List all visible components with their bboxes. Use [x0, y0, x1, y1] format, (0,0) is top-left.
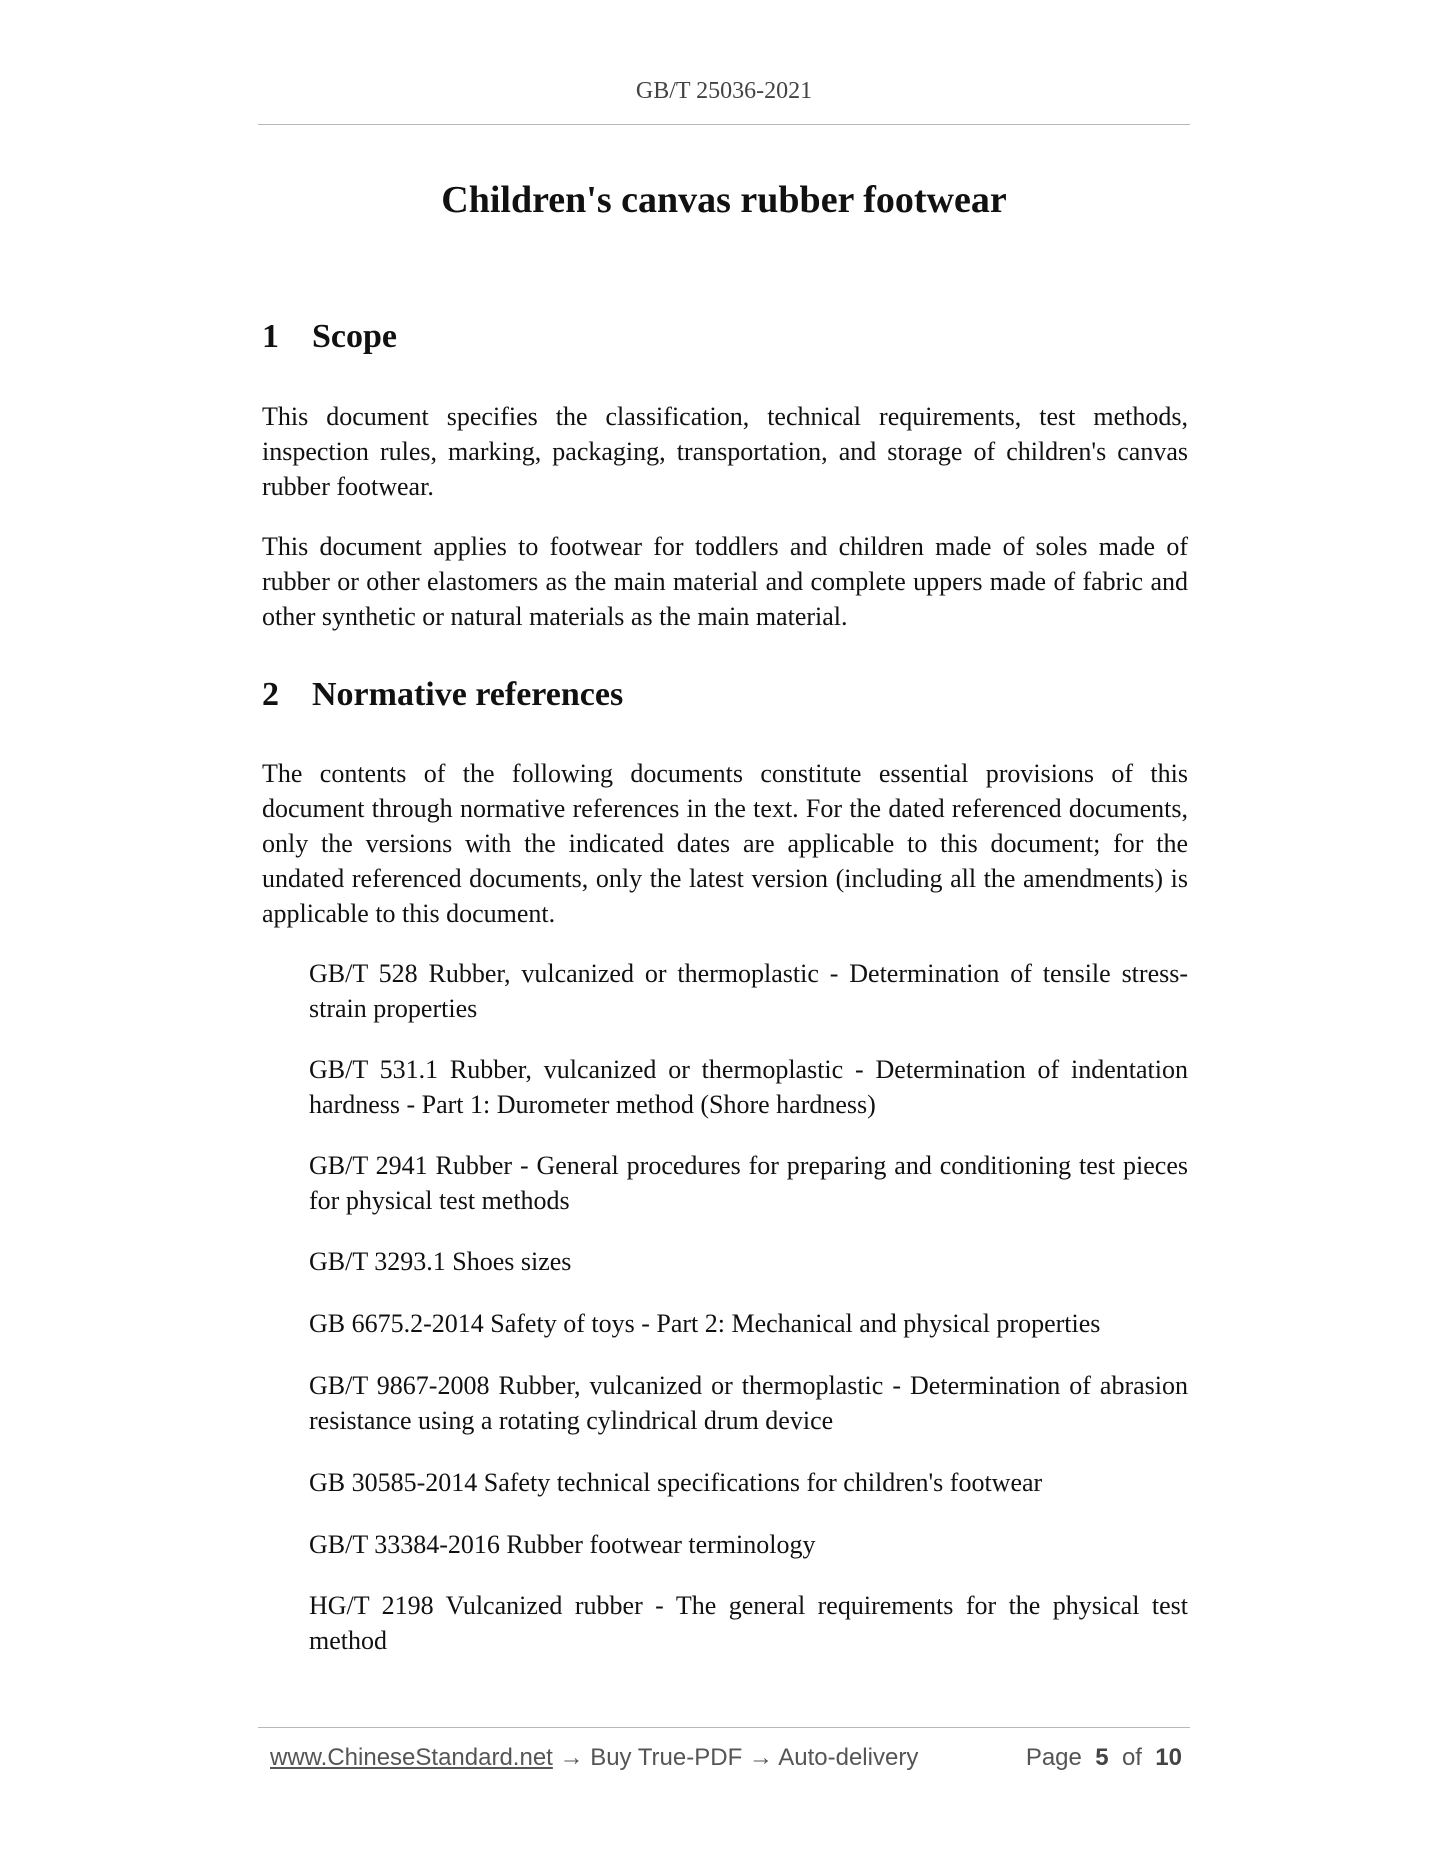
page-indicator	[1026, 1744, 1182, 1772]
reference-item: GB/T 531.1 Rubber, vulcanized or thermoplastic - Determination of indentation hardness - Part 1: Durometer method (Shore hardness)	[309, 1055, 1188, 1119]
page-footer	[270, 1744, 1182, 1772]
page-label: Page	[1025, 1744, 1082, 1771]
section-title: Scope	[312, 318, 397, 355]
reference-item: GB/T 33384-2016 Rubber footwear terminology	[309, 1530, 816, 1559]
page-total: 10	[1155, 1744, 1182, 1771]
scope-paragraph-2: This document applies to footwear for toddlers and children made of soles made of rubber or other elastomers as the main material and complete uppers made of fabric and other synthetic or natural materials as the main material.	[262, 532, 1188, 631]
section-number: 1	[262, 318, 279, 355]
reference-item: GB/T 3293.1 Shoes sizes	[309, 1247, 572, 1276]
reference-item: GB/T 528 Rubber, vulcanized or thermoplastic - Determination of tensile stress-strain properties	[309, 959, 1188, 1023]
auto-delivery-text: Auto-delivery	[778, 1744, 919, 1771]
section-1-heading	[262, 318, 397, 356]
section-title: Normative references	[312, 676, 624, 713]
scope-paragraph-1: This document specifies the classification, technical requirements, test methods, inspection rules, marking, packaging, transportation, and storage of children's canvas rubber footwear.	[262, 402, 1188, 501]
reference-item: GB/T 2941 Rubber - General procedures for preparing and conditioning test pieces for physical test methods	[309, 1151, 1188, 1215]
site-link[interactable]: www.ChineseStandard.net	[270, 1744, 553, 1771]
arrow-right-icon: →	[559, 1744, 584, 1771]
buy-true-pdf-text: Buy True-PDF	[590, 1744, 743, 1771]
footer-divider	[258, 1727, 1190, 1728]
section-number: 2	[262, 676, 279, 713]
document-title: Children's canvas rubber footwear	[441, 179, 1007, 221]
normative-references-paragraph: The contents of the following documents constitute essential provisions of this document through normative references in the text. For the dated referenced documents, only the versions with the indicated dates are applicable to this document; for the undated referenced documents, only the latest version (including all the amendments) is applicable to this document.	[262, 759, 1188, 928]
page-header: GB/T 25036-2021	[635, 78, 813, 104]
page-of: of	[1121, 1744, 1142, 1771]
reference-item: GB 30585-2014 Safety technical specifications for children's footwear	[309, 1468, 1043, 1497]
header-divider	[258, 124, 1190, 125]
reference-item: GB/T 9867-2008 Rubber, vulcanized or thermoplastic - Determination of abrasion resistance using a rotating cylindrical drum device	[309, 1371, 1188, 1435]
section-2-heading	[262, 676, 623, 714]
reference-item: GB 6675.2-2014 Safety of toys - Part 2: Mechanical and physical properties	[309, 1309, 1101, 1338]
arrow-right-icon: →	[748, 1744, 773, 1771]
page-current: 5	[1095, 1744, 1109, 1771]
reference-item: HG/T 2198 Vulcanized rubber - The general requirements for the physical test method	[309, 1591, 1188, 1655]
